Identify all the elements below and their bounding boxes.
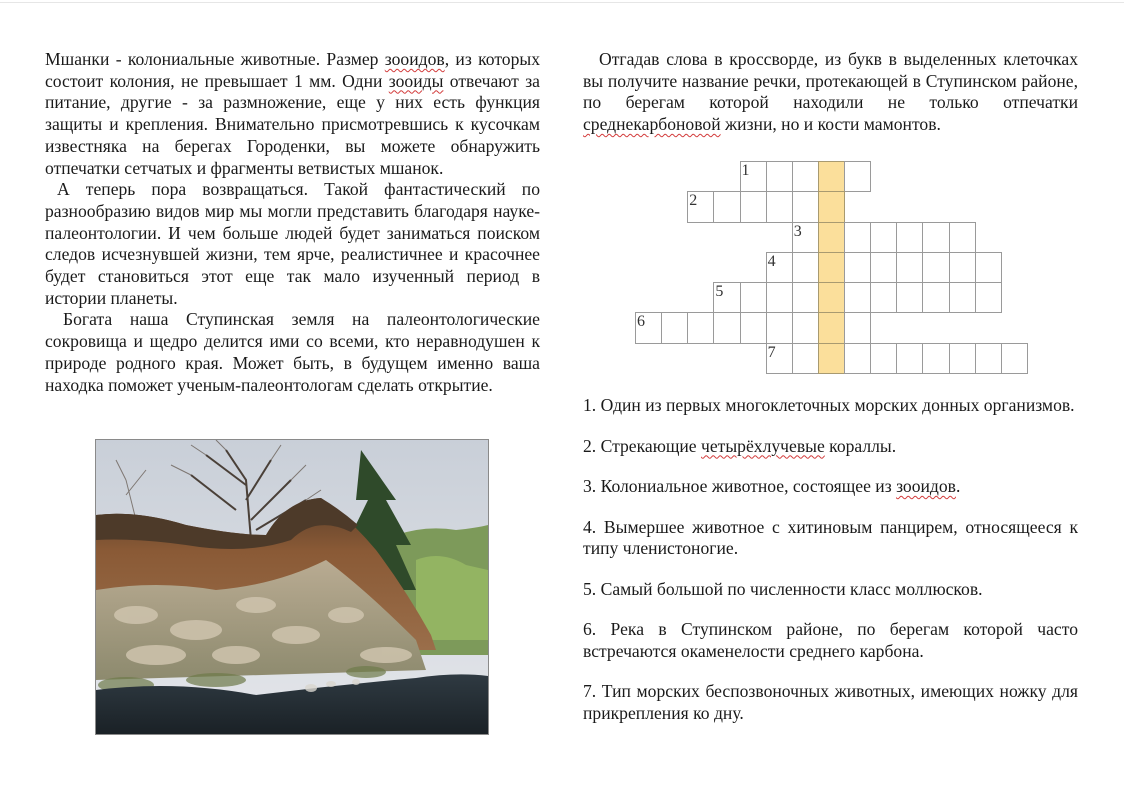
text-segment: Богата наша Ступинская земля на палеонтологические сокровища и щедро делится ими со всеми, кто неравнодушен к природе родного края. Может быть, в будущем именно ваша находка поможет ученым-палеонтологам сделать открытие. bbox=[45, 309, 540, 395]
crossword-cell[interactable] bbox=[949, 343, 976, 374]
crossword-cell[interactable] bbox=[713, 282, 740, 313]
crossword-cell[interactable] bbox=[844, 161, 871, 192]
crossword-cell[interactable] bbox=[792, 312, 819, 343]
crossword-cell[interactable] bbox=[896, 343, 923, 374]
crossword-cell-highlighted[interactable] bbox=[818, 161, 845, 192]
clue-3 bbox=[583, 476, 1078, 498]
text-segment: 7. Тип морских беспозвоночных животных, имеющих ножку для прикрепления ко дну. bbox=[583, 681, 1078, 724]
crossword-cell-highlighted[interactable] bbox=[818, 282, 845, 313]
text-segment: , из которых состоит колония, не превышает 1 мм. Одни bbox=[45, 49, 540, 91]
text-segment: жизни, но и кости мамонтов. bbox=[720, 114, 941, 135]
crossword-cell[interactable] bbox=[896, 252, 923, 283]
clue-number: 6 bbox=[637, 313, 645, 331]
text-segment: Отгадав слова в кроссворде, из букв в выделенных клеточках вы получите название речки, протекающей в Ступинском районе, по берегам которой находили не только отпечатки bbox=[583, 49, 1078, 113]
crossword-cell[interactable] bbox=[766, 252, 793, 283]
crossword-cell[interactable] bbox=[766, 161, 793, 192]
page-top-border bbox=[0, 2, 1124, 3]
clue-6 bbox=[583, 619, 1078, 662]
crossword-cell[interactable] bbox=[792, 191, 819, 222]
text-segment: 1. Один из первых многоклеточных морских донных организмов. bbox=[583, 395, 1075, 415]
crossword-cell[interactable] bbox=[949, 222, 976, 253]
crossword-cell-highlighted[interactable] bbox=[818, 252, 845, 283]
crossword-cell[interactable] bbox=[922, 343, 949, 374]
crossword-cell[interactable] bbox=[922, 282, 949, 313]
spellcheck-flagged-word: зооиды bbox=[388, 70, 444, 91]
crossword-cell[interactable] bbox=[687, 312, 714, 343]
paragraph-stupino-land bbox=[45, 309, 540, 396]
crossword-cell[interactable] bbox=[792, 252, 819, 283]
crossword-cell[interactable] bbox=[740, 191, 767, 222]
crossword-cell-highlighted[interactable] bbox=[818, 222, 845, 253]
crossword-cell[interactable] bbox=[792, 343, 819, 374]
right-column-intro bbox=[583, 49, 1078, 136]
text-segment: А теперь пора возвращаться. Такой фантастический по разнообразию видов мир мы могли представить благодаря науке-палеонтологии. И чем больше людей будет заниматься поиском следов исчезнувшей жизни, тем ярче, реалистичнее и красочнее будет становиться этот еще так мало изученный период в истории планеты. bbox=[45, 179, 540, 308]
crossword-cell[interactable] bbox=[870, 343, 897, 374]
text-segment: . bbox=[955, 476, 961, 496]
crossword-clues bbox=[583, 395, 1078, 744]
crossword-cell[interactable] bbox=[687, 191, 714, 222]
clue-4 bbox=[583, 517, 1078, 560]
clue-number: 2 bbox=[689, 192, 698, 210]
clue-1 bbox=[583, 395, 1078, 417]
crossword-cell[interactable] bbox=[635, 312, 662, 343]
spellcheck-flagged-word: зооидов bbox=[384, 49, 445, 69]
crossword-cell[interactable] bbox=[792, 282, 819, 313]
text-segment: кораллы. bbox=[824, 435, 897, 456]
crossword-cell[interactable] bbox=[740, 312, 767, 343]
crossword-cell[interactable] bbox=[896, 222, 923, 253]
paragraph-return bbox=[45, 179, 540, 309]
crossword-cell[interactable] bbox=[713, 312, 740, 343]
crossword-cell[interactable] bbox=[949, 252, 976, 283]
text-segment: 5. Самый большой по численности класс моллюсков. bbox=[583, 578, 983, 599]
crossword-cell[interactable] bbox=[975, 343, 1002, 374]
crossword-cell[interactable] bbox=[792, 222, 819, 253]
crossword-cell[interactable] bbox=[766, 191, 793, 222]
text-segment: Мшанки - колониальные животные. Размер bbox=[45, 49, 385, 69]
clue-number: 4 bbox=[767, 252, 776, 270]
text-segment: 4. Вымершее животное с хитиновым панцирем, относящееся к типу членистоногие. bbox=[583, 516, 1078, 559]
clue-5 bbox=[583, 579, 1078, 601]
crossword-cell[interactable] bbox=[870, 252, 897, 283]
crossword-cell[interactable] bbox=[844, 222, 871, 253]
text-segment: 6. Река в Ступинском районе, по берегам которой часто встречаются окаменелости среднего карбона. bbox=[583, 619, 1078, 661]
crossword-cell[interactable] bbox=[740, 282, 767, 313]
crossword-cell[interactable] bbox=[922, 222, 949, 253]
crossword-cell[interactable] bbox=[766, 343, 793, 374]
crossword-cell[interactable] bbox=[975, 252, 1002, 283]
crossword-cell[interactable] bbox=[740, 161, 767, 192]
left-column-text bbox=[45, 49, 540, 396]
crossword-cell-highlighted[interactable] bbox=[818, 191, 845, 222]
crossword-cell[interactable] bbox=[870, 282, 897, 313]
crossword-cell[interactable] bbox=[922, 252, 949, 283]
crossword-cell[interactable] bbox=[844, 252, 871, 283]
text-segment: 2. Стрекающие bbox=[583, 435, 702, 456]
crossword-cell-highlighted[interactable] bbox=[818, 343, 845, 374]
crossword-cell[interactable] bbox=[713, 191, 740, 222]
clue-number: 1 bbox=[741, 162, 750, 179]
crossword-cell[interactable] bbox=[1001, 343, 1028, 374]
crossword-cell[interactable] bbox=[949, 282, 976, 313]
crossword-instructions bbox=[583, 49, 1078, 136]
clue-number: 3 bbox=[793, 222, 802, 240]
riverbank-photo bbox=[95, 439, 489, 735]
spellcheck-flagged-word: четырёхлучевые bbox=[701, 435, 825, 456]
crossword-cell[interactable] bbox=[661, 312, 688, 343]
crossword-cell-highlighted[interactable] bbox=[818, 312, 845, 343]
spellcheck-flagged-word: среднекарбоновой bbox=[583, 114, 721, 135]
text-segment: отвечают за питание, другие - за размножение, еще у них есть функция защиты и крепления. Внимательно присмотревшись к кусочкам известняка на берегах Городенки, вы можете обнаружить отпечатки сетчатых и фрагменты ветвистых мшанок. bbox=[45, 70, 540, 178]
clue-2 bbox=[583, 436, 1078, 458]
text-segment: 3. Колониальное животное, состоящее из bbox=[583, 476, 897, 496]
spellcheck-flagged-word: зооидов bbox=[896, 476, 956, 496]
crossword-cell[interactable] bbox=[844, 343, 871, 374]
crossword-cell[interactable] bbox=[896, 282, 923, 313]
crossword-cell[interactable] bbox=[766, 312, 793, 343]
crossword-cell[interactable] bbox=[975, 282, 1002, 313]
clue-number: 7 bbox=[767, 343, 776, 361]
crossword-grid bbox=[635, 161, 1027, 373]
clue-7 bbox=[583, 681, 1078, 724]
crossword-cell[interactable] bbox=[844, 312, 871, 343]
crossword-cell[interactable] bbox=[792, 161, 819, 192]
crossword-cell[interactable] bbox=[766, 282, 793, 313]
paragraph-bryozoa bbox=[45, 49, 540, 179]
clue-number: 5 bbox=[715, 283, 724, 301]
crossword-cell[interactable] bbox=[870, 222, 897, 253]
crossword-cell[interactable] bbox=[844, 282, 871, 313]
